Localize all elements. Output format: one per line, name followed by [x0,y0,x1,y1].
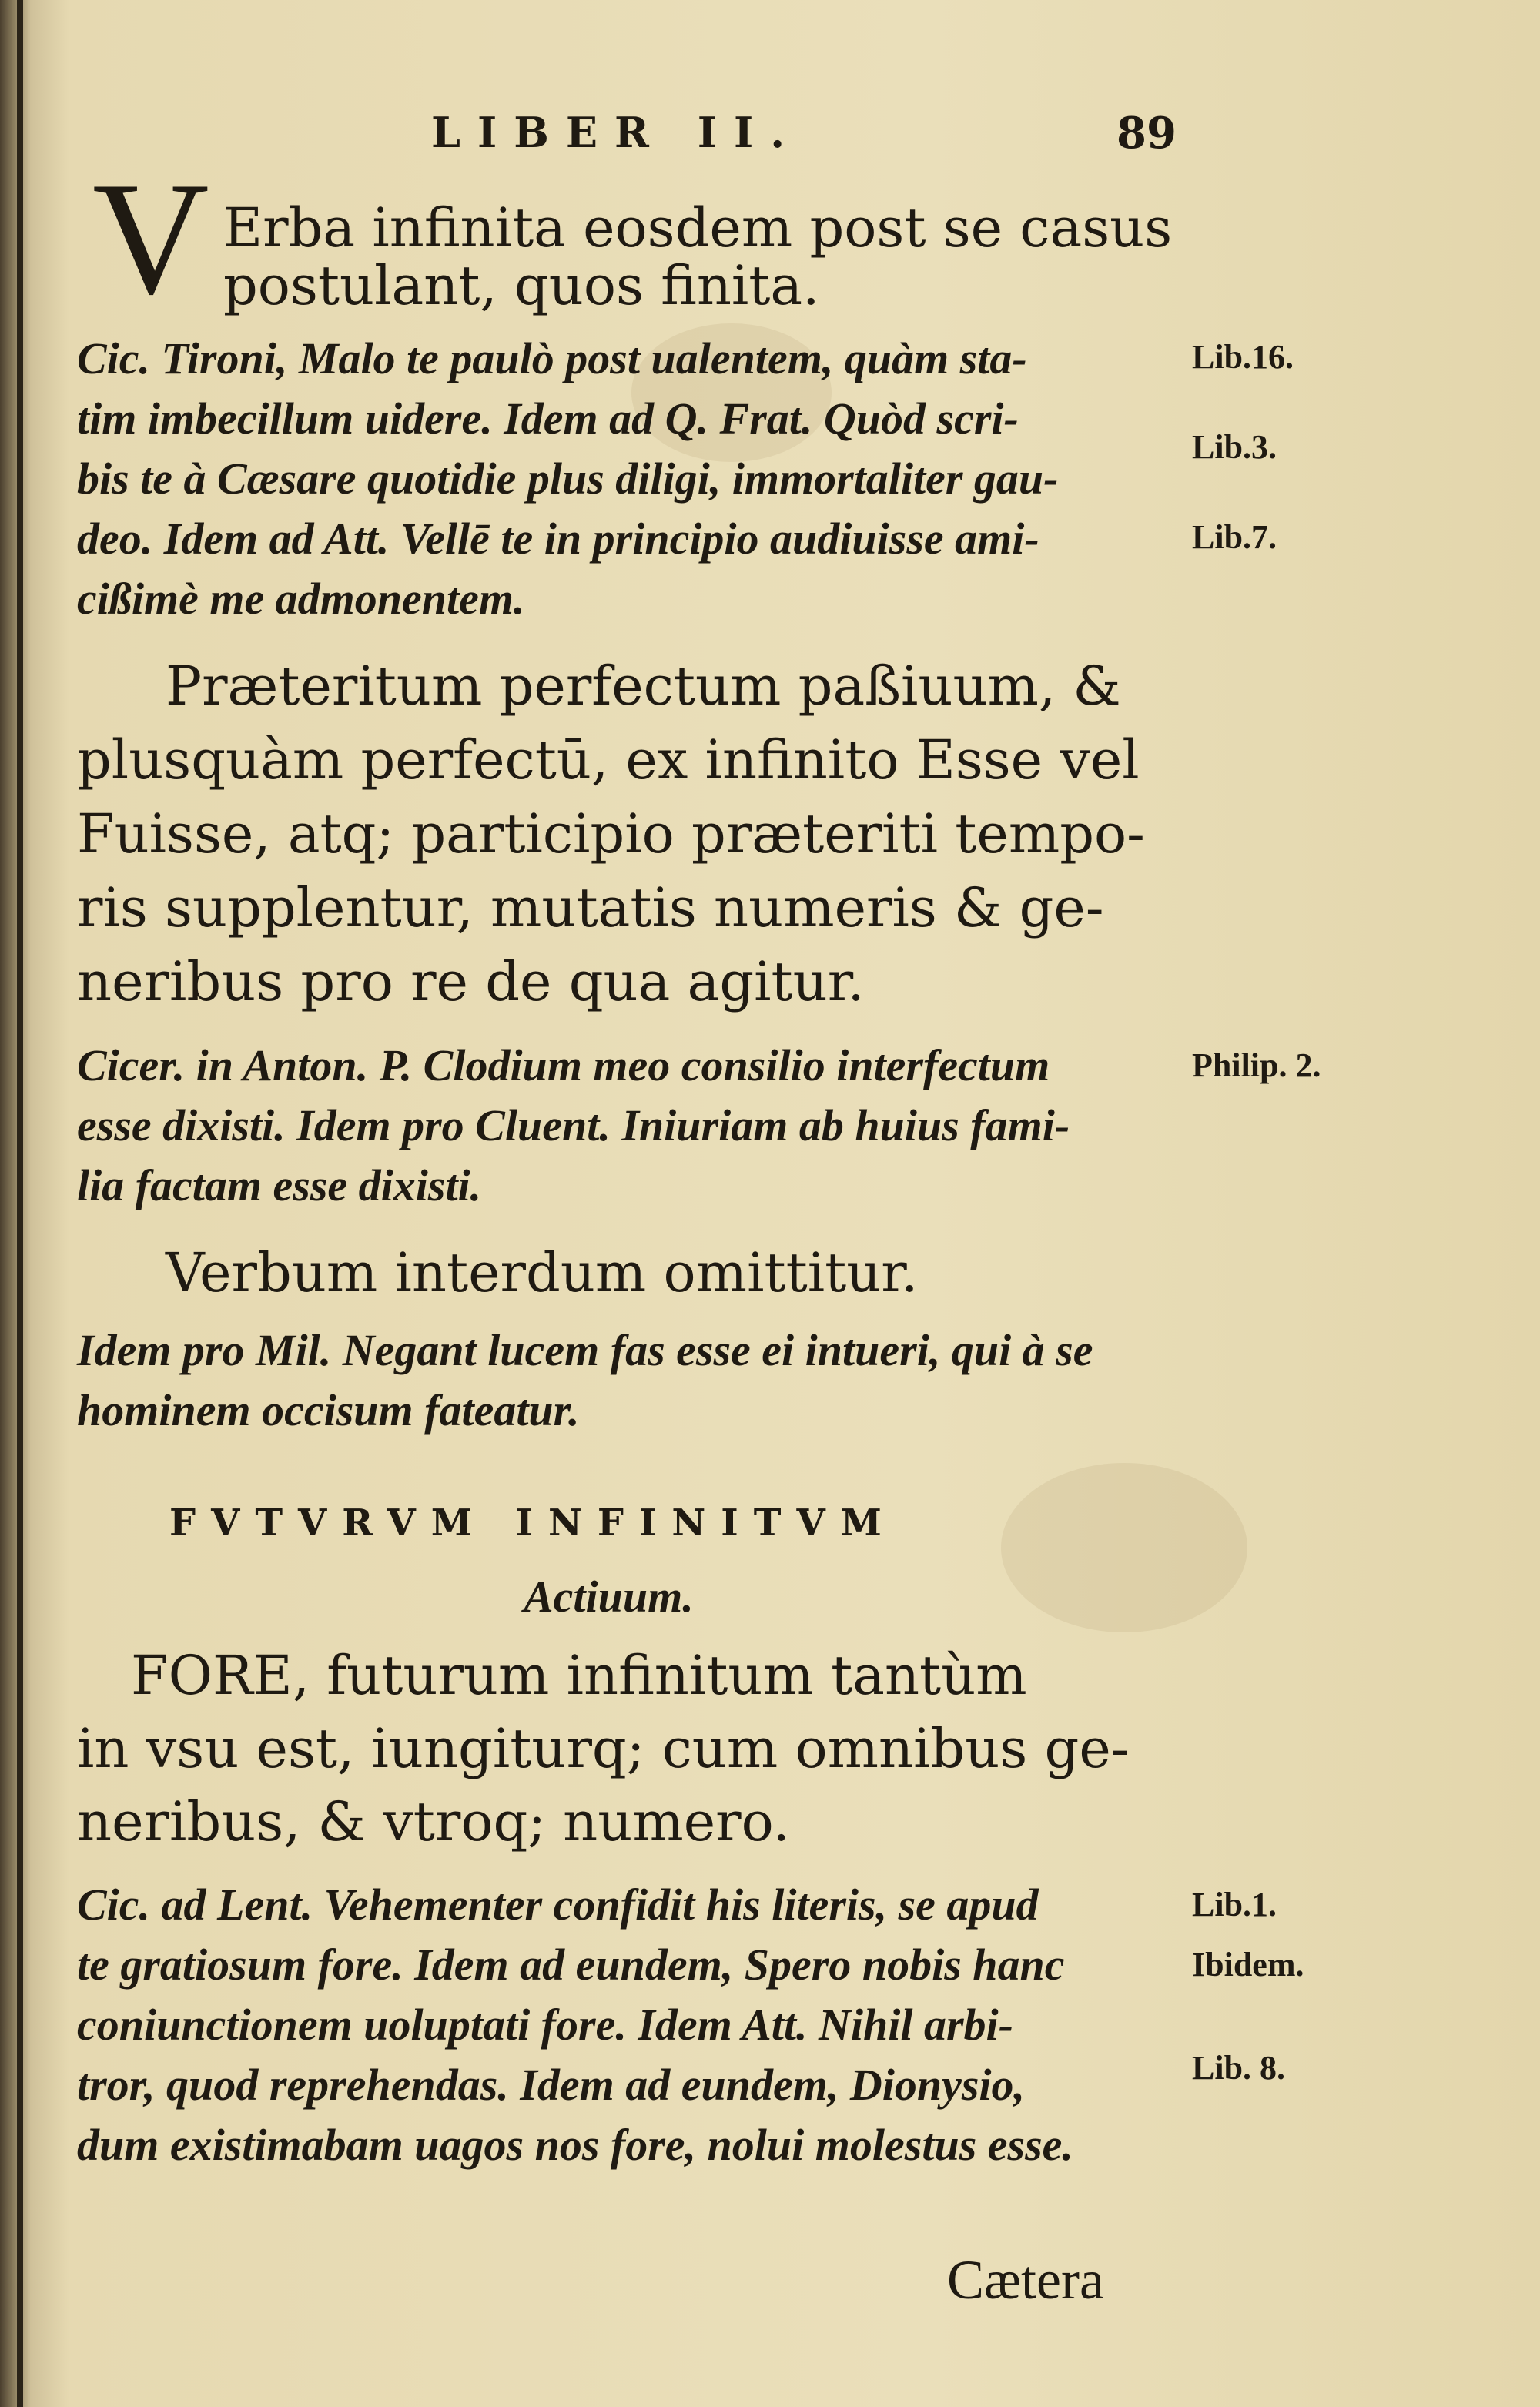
margin-note: Lib.3. [1192,428,1277,466]
text-line: Cic. ad Lent. Vehementer confidit his literis, se apud [77,1880,1039,1930]
margin-note: Lib.16. [1192,338,1294,376]
text-line: deo. Idem ad Att. Vellē te in principio audiuisse ami- [77,514,1040,564]
margin-note: Lib.7. [1192,518,1277,556]
drop-initial: V [92,149,209,328]
margin-note: Ibidem. [1192,1946,1304,1984]
text-line: cißimè me admonentem. [77,574,525,624]
text-line: bis te à Cæsare quotidie plus diligi, immortaliter gau- [77,454,1059,504]
text-line: lia factam esse dixisti. [77,1160,482,1210]
text-line: postulant, quos finita. [223,254,820,317]
running-head-title: LIBER II. [431,108,802,157]
text-line: Erba infinita eosdem post se casus [223,196,1173,259]
text-line: neribus pro re de qua agitur. [77,950,865,1013]
text-line: plusquàm perfectū, ex infinito Esse vel [77,728,1140,792]
catchword: Cætera [947,2249,1104,2311]
text-line: Fuisse, atq; participio præteriti tempo- [77,802,1145,865]
text-line: ris supplentur, mutatis numeris & ge- [77,876,1104,939]
text-line: te gratiosum fore. Idem ad eundem, Spero nobis hanc [77,1940,1065,1990]
margin-note: Philip. 2. [1192,1046,1321,1084]
text-line: tim imbecillum uidere. Idem ad Q. Frat. Quòd scri- [77,393,1019,444]
text-line: Cic. Tironi, Malo te paulò post ualentem, quàm sta- [77,333,1027,383]
text-line: FORE, futurum infinitum tantùm [131,1644,1027,1707]
paper-stain [1001,1463,1247,1632]
running-head [0,108,1540,169]
text-line: coniunctionem uoluptati fore. Idem Att. Nihil arbi- [77,2000,1013,2050]
text-line: Cicer. in Anton. P. Clodium meo consilio interfectum [77,1040,1050,1090]
text-line: Præteritum perfectum paßiuum, & [166,654,1121,718]
text-line: esse dixisti. Idem pro Cluent. Iniuriam ab huius fami- [77,1100,1070,1150]
text-line: neribus, & vtroq; numero. [77,1790,790,1853]
section-heading: FVTVRVM INFINITVM [169,1501,897,1545]
margin-note: Lib.1. [1192,1886,1277,1923]
text-line: Verbum interdum omittitur. [166,1241,919,1304]
text-line: in vsu est, iungiturq; cum omnibus ge- [77,1717,1130,1780]
text-line: Idem pro Mil. Negant lucem fas esse ei intueri, qui à se [77,1325,1093,1375]
text-line: tror, quod reprehendas. Idem ad eundem, Dionysio, [77,2060,1025,2110]
text-line: hominem occisum fateatur. [77,1385,580,1435]
text-line: dum existimabam uagos nos fore, nolui molestus esse. [77,2120,1073,2170]
page-number: 89 [1116,108,1177,159]
binding-gutter [17,0,23,2407]
section-subheading: Actiuum. [524,1572,694,1622]
margin-note: Lib. 8. [1192,2049,1286,2087]
